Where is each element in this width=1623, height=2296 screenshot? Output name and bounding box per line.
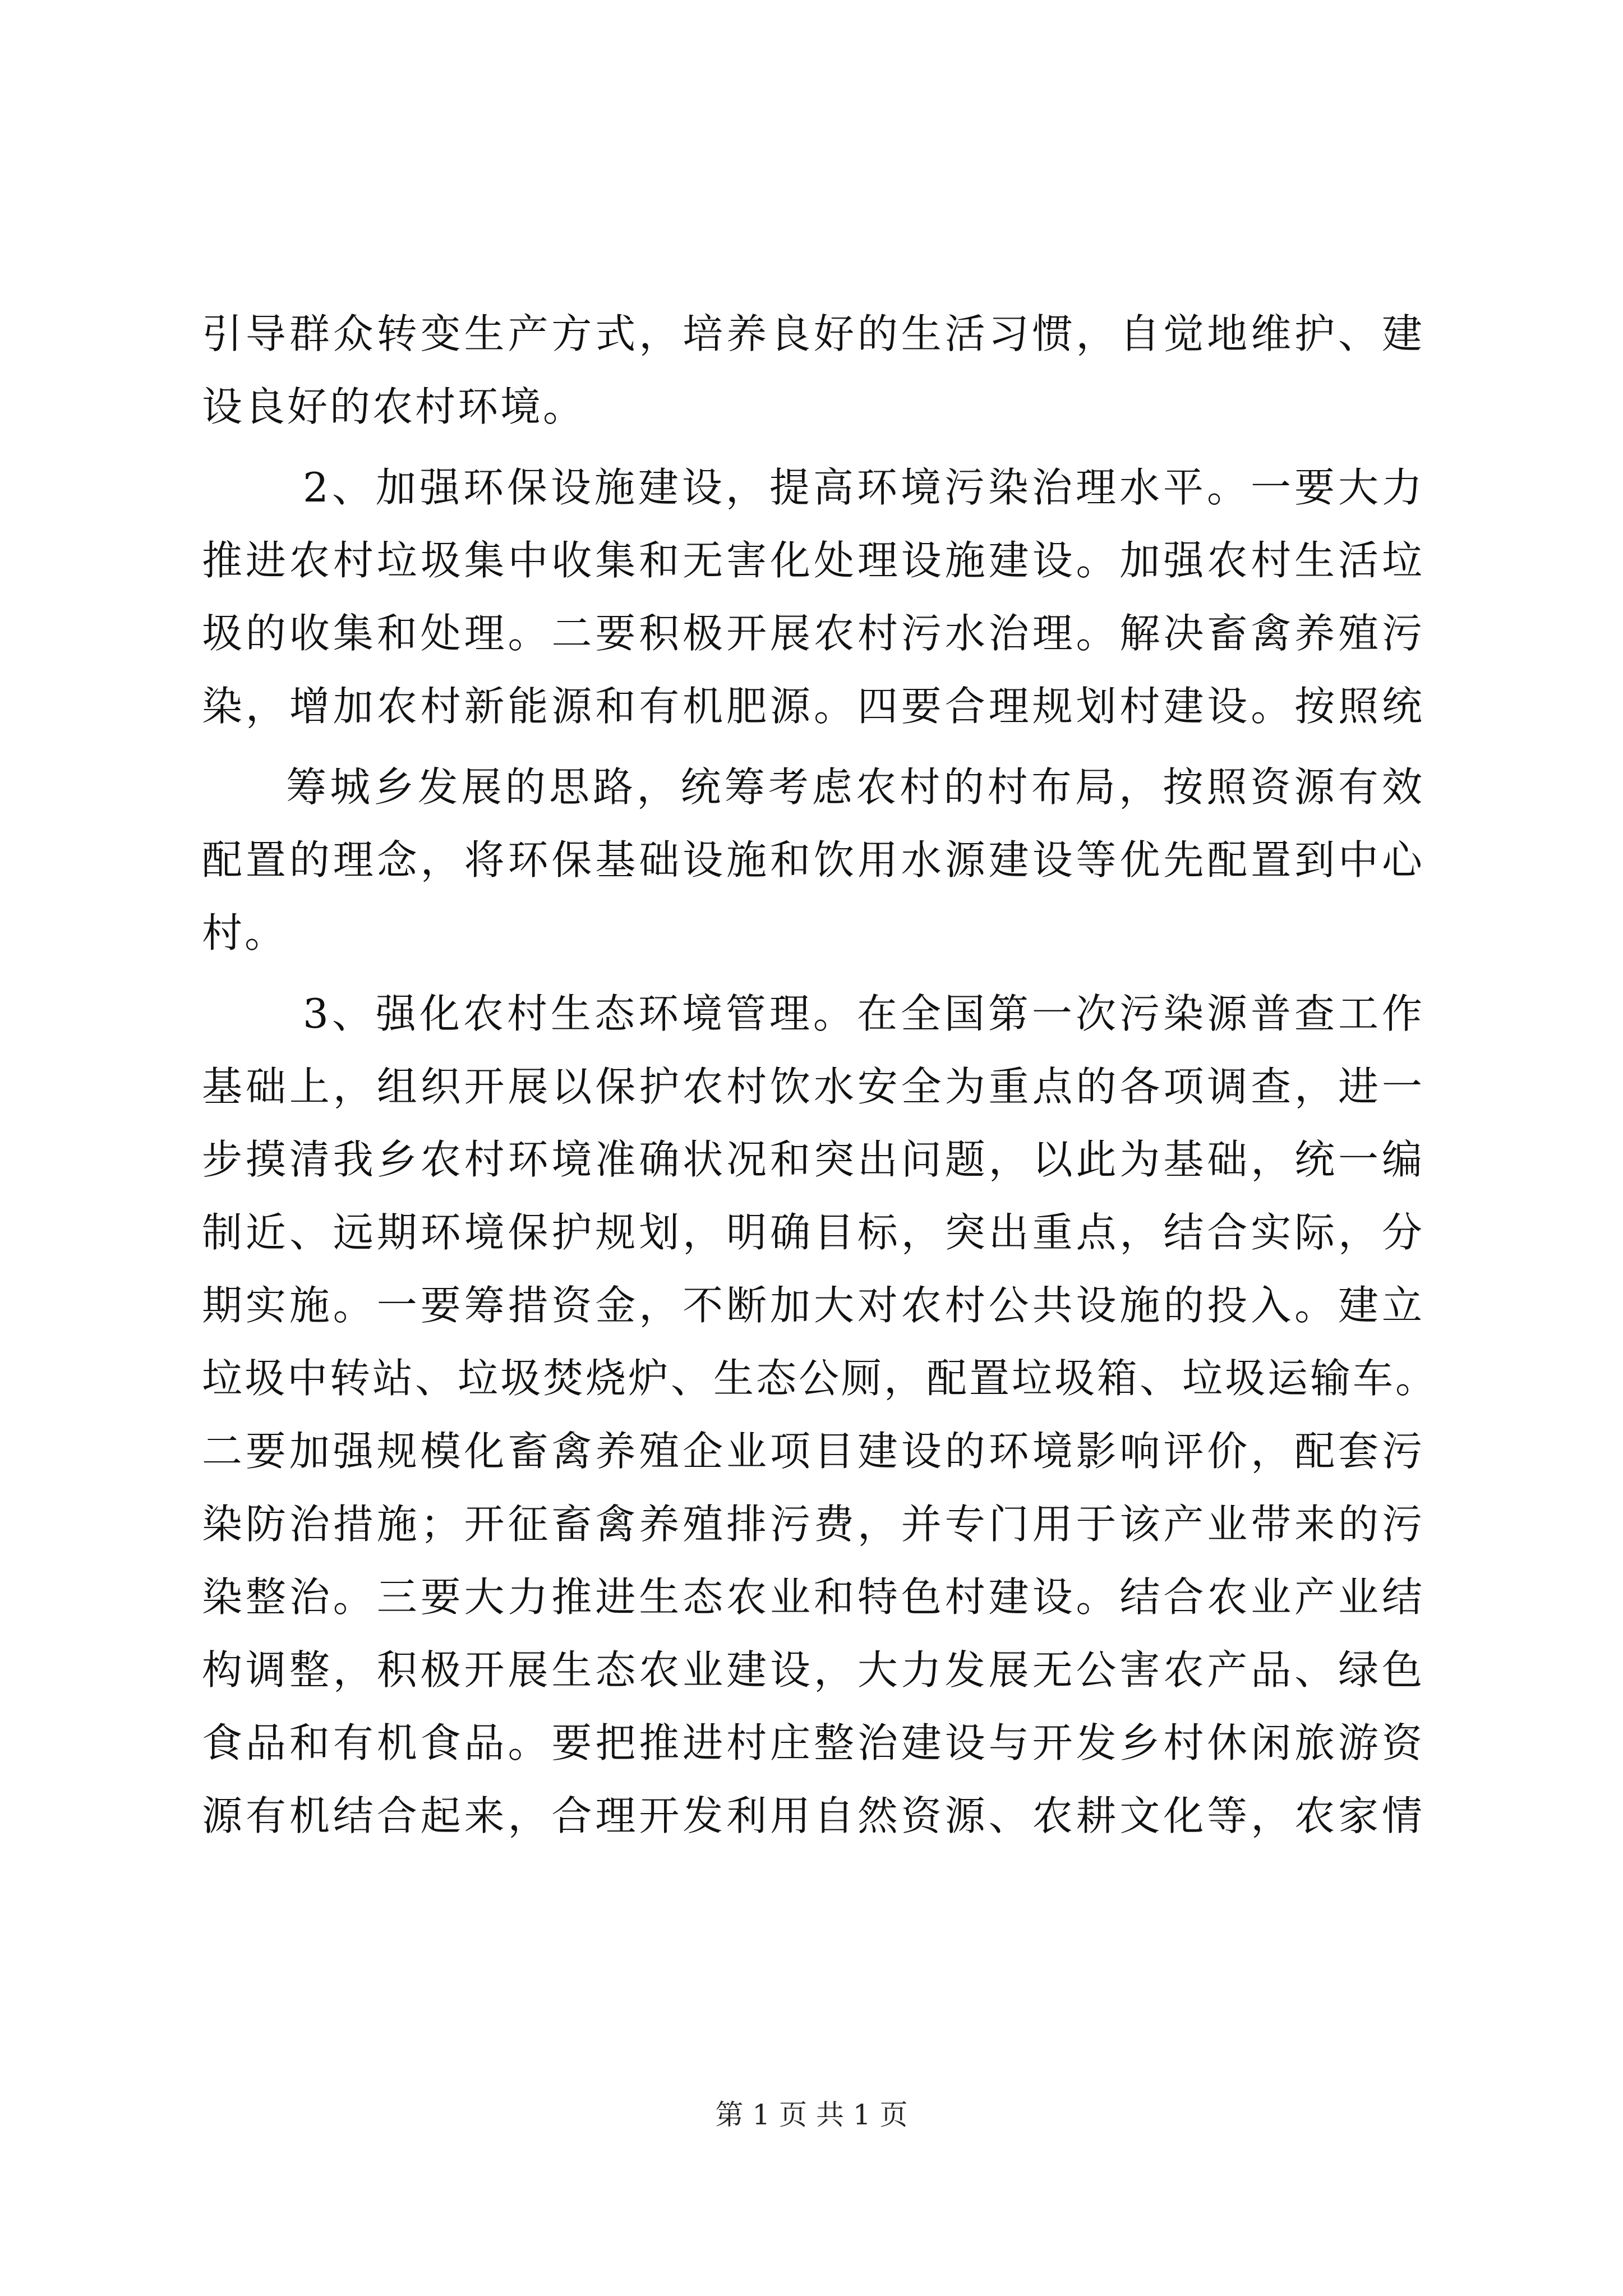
text-line: 构调整，积极开展生态农业建设，大力发展无公害农产品、绿色 bbox=[202, 1646, 1424, 1694]
text-line: 筹城乡发展的思路，统筹考虑农村的村布局，按照资源有效 bbox=[286, 763, 1424, 811]
text-line: 垃圾中转站、垃圾焚烧炉、生态公厕，配置垃圾箱、垃圾运输车。 bbox=[202, 1355, 1438, 1402]
text-line: 二要加强规模化畜禽养殖企业项目建设的环境影响评价，配套污 bbox=[202, 1428, 1424, 1475]
document-body bbox=[202, 297, 1438, 1852]
paragraph-3 bbox=[202, 751, 1424, 969]
text-line: 步摸清我乡农村环境准确状况和突出问题，以此为基础，统一编 bbox=[202, 1136, 1424, 1183]
paragraph-1 bbox=[202, 297, 1424, 443]
text-line: 染整治。三要大力推进生态农业和特色村建设。结合农业产业结 bbox=[202, 1573, 1424, 1621]
text-line: 配置的理念，将环保基础设施和饮用水源建设等优先配置到中心 bbox=[202, 836, 1424, 884]
text-line: 期实施。一要筹措资金，不断加大对农村公共设施的投入。建立 bbox=[202, 1282, 1424, 1329]
page-footer bbox=[0, 2098, 1623, 2132]
text-line: 染，增加农村新能源和有机肥源。四要合理规划村建设。按照统 bbox=[202, 683, 1424, 730]
text-line: 推进农村垃圾集中收集和无害化处理设施建设。加强农村生活垃 bbox=[202, 537, 1424, 584]
text-line: 设良好的农村环境。 bbox=[202, 383, 586, 430]
text-line: 食品和有机食品。要把推进村庄整治建设与开发乡村休闲旅游资 bbox=[202, 1719, 1424, 1766]
text-line: 引导群众转变生产方式，培养良好的生活习惯，自觉地维护、建 bbox=[202, 310, 1424, 357]
text-line: 制近、远期环境保护规划，明确目标，突出重点，结合实际，分 bbox=[202, 1209, 1424, 1256]
text-line: 3、强化农村生态环境管理。在全国第一次污染源普查工作 bbox=[303, 990, 1424, 1037]
text-line: 2、加强环保设施建设，提高环境污染治理水平。一要大力 bbox=[303, 464, 1424, 511]
paragraph-4 bbox=[202, 977, 1438, 1852]
text-line: 村。 bbox=[202, 909, 288, 956]
text-line: 基础上，组织开展以保护农村饮水安全为重点的各项调查，进一 bbox=[202, 1063, 1424, 1110]
text-line: 染防治措施；开征畜禽养殖排污费，并专门用于该产业带来的污 bbox=[202, 1501, 1424, 1548]
text-line: 圾的收集和处理。二要积极开展农村污水治理。解决畜禽养殖污 bbox=[202, 610, 1424, 657]
text-line: 源有机结合起来，合理开发利用自然资源、农耕文化等，农家情 bbox=[202, 1792, 1424, 1839]
page-number-label: 第 1 页 共 1 页 bbox=[715, 2099, 908, 2131]
paragraph-2 bbox=[202, 451, 1424, 743]
